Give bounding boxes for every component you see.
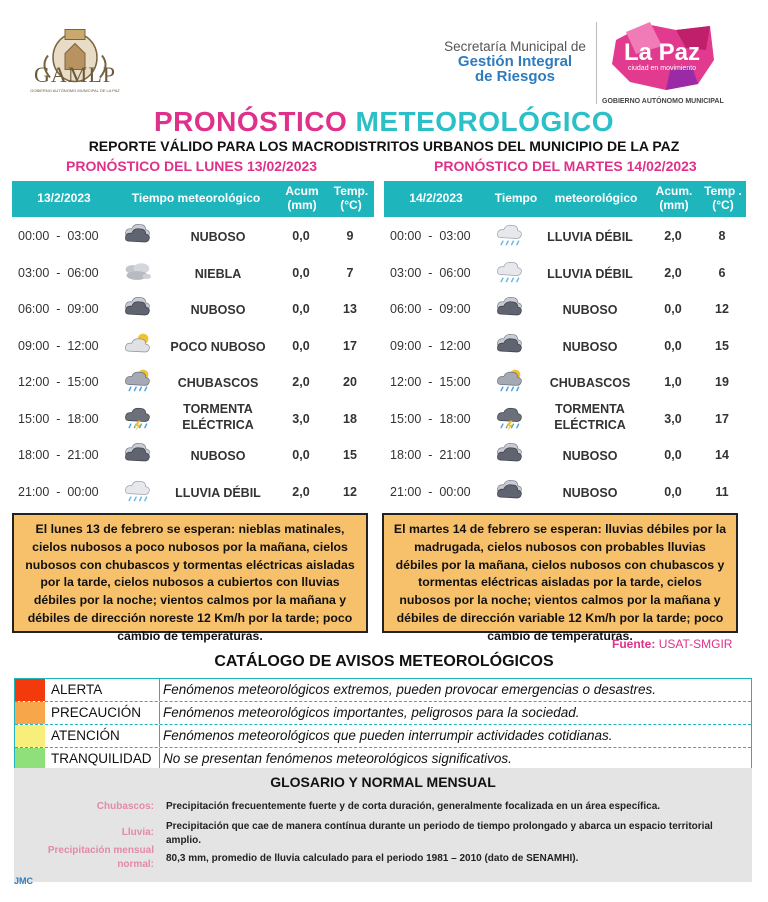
- catalog-title: CATÁLOGO DE AVISOS METEOROLÓGICOS: [214, 653, 554, 670]
- row-time: 18:00 - 21:00: [18, 448, 99, 462]
- table-row: [12, 254, 374, 291]
- light-rain-icon: [120, 477, 154, 505]
- row-time: 18:00 - 21:00: [390, 448, 471, 462]
- header-temp: Temp . (°C): [704, 184, 742, 212]
- table-body: [12, 217, 374, 509]
- svg-text:La Paz: La Paz: [623, 39, 701, 66]
- row-weather-desc: NIEBLA: [194, 266, 242, 281]
- row-temp: 9: [346, 229, 354, 243]
- lapaz-gov-label: GOBIERNO AUTÓNOMO MUNICIPAL: [602, 98, 724, 105]
- light-rain-icon: [492, 221, 526, 249]
- table-row: [12, 363, 374, 400]
- row-acum: 2,0: [664, 265, 682, 280]
- row-weather-desc: LLUVIA DÉBIL: [547, 266, 633, 281]
- row-weather-desc: NUBOSO: [190, 449, 246, 463]
- header-acum: Acum. (mm): [655, 184, 693, 212]
- row-time: 21:00 - 00:00: [390, 484, 471, 499]
- header-weather: Tiempo meteorológico: [131, 191, 261, 205]
- source-credit: [612, 637, 732, 651]
- showers-icon: [492, 367, 526, 395]
- catalog-divider: [159, 679, 160, 701]
- glossary-def: Precipitación frecuentemente fuerte y de corta duración, generalmente focalizada en un área específica.: [166, 801, 661, 812]
- day-1-title: PRONÓSTICO DEL LUNES 13/02/2023: [66, 158, 318, 174]
- row-temp: 12: [715, 302, 729, 316]
- row-acum: 3,0: [292, 411, 310, 426]
- row-acum: 3,0: [664, 411, 682, 426]
- row-acum: 0,0: [664, 302, 682, 316]
- title-part-2: METEOROLÓGICO: [355, 106, 614, 137]
- smgir-line-1: Secretaría Municipal de: [444, 39, 586, 54]
- row-time: 03:00 - 06:00: [18, 265, 99, 280]
- row-time: 21:00 - 00:00: [18, 484, 99, 499]
- row-weather-desc: NUBOSO: [190, 230, 246, 244]
- showers-icon: [120, 367, 154, 395]
- row-temp: 17: [715, 411, 729, 426]
- catalog-desc: Fenómenos meteorológicos extremos, pueden provocar emergencias o desastres.: [163, 682, 657, 697]
- cloudy-icon: [492, 294, 526, 322]
- row-acum: 2,0: [292, 484, 310, 499]
- row-temp: 15: [715, 338, 729, 353]
- glossary-def: Precipitación que cae de manera contínua durante un periodo de tiempo prolongado y abarca un espacio territorial amplio.: [166, 821, 713, 846]
- fog-icon: [120, 258, 154, 286]
- header-date: 13/2/2023: [37, 191, 91, 205]
- row-weather-desc: CHUBASCOS: [549, 376, 631, 390]
- table-row: [12, 400, 374, 437]
- page-title: [0, 106, 768, 138]
- gamlp-logo-subtext: GOBIERNO AUTÓNOMO MUNICIPAL DE LA PAZ: [30, 88, 120, 93]
- row-temp: 19: [715, 375, 729, 389]
- table-row: [384, 436, 746, 473]
- author-initials: JMC: [14, 876, 34, 886]
- thunderstorm-icon: [492, 404, 526, 432]
- cloudy-icon: [492, 440, 526, 468]
- row-weather-desc: NUBOSO: [562, 303, 618, 317]
- catalog-desc: Fenómenos meteorológicos que pueden interrumpir actividades cotidianas.: [163, 728, 613, 743]
- table-body: [384, 217, 746, 509]
- row-temp: 11: [715, 484, 729, 499]
- cloudy-icon: [120, 294, 154, 322]
- row-weather-desc: TORMENTA ELÉCTRICA: [182, 401, 254, 433]
- row-temp: 14: [715, 448, 729, 462]
- table-row: [384, 327, 746, 364]
- smgir-line-3: de Riesgos: [474, 67, 556, 85]
- row-acum: 0,0: [664, 484, 682, 499]
- catalog-label: PRECAUCIÓN: [51, 705, 142, 720]
- glossary-term: Precipitación mensual normal:: [47, 845, 154, 870]
- catalog-divider: [159, 702, 160, 724]
- table-row: [384, 290, 746, 327]
- day-1-summary: El lunes 13 de febrero se esperan: nieblas matinales, cielos nubosos a poco nubosos por la mañana, cielos nubosos con chubascos y tormentas eléctricas aisladas por la tarde, cielos nubosos a cubiertos con lluvias débiles por la noche; vientos calmos por la mañana y débiles de dirección noreste 12 Km/h por la tarde; poco cambio de temperaturas.: [12, 513, 368, 633]
- row-time: 12:00 - 15:00: [390, 375, 471, 389]
- row-acum: 0,0: [292, 448, 310, 462]
- row-acum: 0,0: [664, 338, 682, 353]
- row-weather-desc: LLUVIA DÉBIL: [175, 485, 261, 500]
- glossary-title: GLOSARIO Y NORMAL MENSUAL: [270, 774, 496, 790]
- table-row: [384, 473, 746, 510]
- row-acum: 0,0: [664, 448, 682, 462]
- forecast-table-day-2: [384, 181, 746, 509]
- table-row: [12, 217, 374, 254]
- row-time: 06:00 - 09:00: [390, 302, 471, 316]
- catalog-label: ALERTA: [51, 682, 103, 697]
- row-acum: 0,0: [292, 265, 310, 280]
- row-time: 00:00 - 03:00: [18, 229, 99, 243]
- row-temp: 13: [343, 302, 357, 316]
- table-row: [12, 290, 374, 327]
- title-part-1: PRONÓSTICO: [153, 106, 348, 137]
- row-time: 06:00 - 09:00: [18, 302, 99, 316]
- cloudy-icon: [120, 440, 154, 468]
- svg-text:ciudad en movimiento: ciudad en movimiento: [627, 65, 697, 72]
- row-temp: 17: [343, 338, 357, 353]
- catalog-row-tranquilidad: [15, 748, 751, 770]
- catalog-desc: No se presentan fenómenos meteorológicos significativos.: [163, 751, 512, 766]
- table-header: [12, 181, 374, 217]
- la-paz-logo: [606, 20, 718, 94]
- glossary-term: Lluvia:: [121, 827, 154, 838]
- cloudy-icon: [492, 331, 526, 359]
- row-temp: 20: [343, 375, 357, 389]
- light-rain-icon: [492, 258, 526, 286]
- forecast-table-day-1: [12, 181, 374, 509]
- table-row: [384, 217, 746, 254]
- header: [0, 0, 768, 112]
- row-weather-desc: NUBOSO: [562, 339, 618, 354]
- table-row: [384, 254, 746, 291]
- row-acum: 2,0: [664, 229, 682, 243]
- catalog-divider: [159, 725, 160, 747]
- row-time: 15:00 - 18:00: [390, 411, 471, 426]
- row-time: 12:00 - 15:00: [18, 375, 99, 389]
- header-date: 14/2/2023: [409, 191, 463, 205]
- alert-swatch: [15, 679, 45, 701]
- day-2-title: PRONÓSTICO DEL MARTES 14/02/2023: [434, 158, 697, 174]
- cloudy-icon: [492, 477, 526, 505]
- glossary-panel: [14, 768, 752, 882]
- catalog-divider: [159, 748, 160, 770]
- row-weather-desc: NUBOSO: [562, 485, 618, 500]
- gamlp-logo-text: GAMLP: [33, 62, 116, 87]
- row-weather-desc: NUBOSO: [190, 303, 246, 317]
- row-weather-desc: TORMENTA ELÉCTRICA: [554, 401, 626, 433]
- table-row: [384, 400, 746, 437]
- header-divider: [596, 22, 597, 104]
- row-time: 09:00 - 12:00: [390, 338, 471, 353]
- row-acum: 0,0: [292, 338, 310, 353]
- catalog-desc: Fenómenos meteorológicos importantes, peligrosos para la sociedad.: [163, 705, 580, 720]
- partly-cloudy-icon: [120, 331, 154, 359]
- row-acum: 1,0: [664, 375, 682, 389]
- row-weather-desc: CHUBASCOS: [177, 376, 259, 390]
- warnings-catalog: [14, 678, 752, 771]
- catalog-label: ATENCIÓN: [51, 728, 120, 743]
- attention-swatch: [15, 725, 45, 747]
- row-time: 00:00 - 03:00: [390, 229, 471, 243]
- row-acum: 0,0: [292, 302, 310, 316]
- catalog-row-atencion: [15, 725, 751, 748]
- row-temp: 18: [343, 411, 357, 426]
- row-weather-desc: NUBOSO: [562, 449, 618, 463]
- row-time: 15:00 - 18:00: [18, 411, 99, 426]
- page-subtitle: REPORTE VÁLIDO PARA LOS MACRODISTRITOS URBANOS DEL MUNICIPIO DE LA PAZ: [88, 138, 680, 154]
- row-weather-desc: LLUVIA DÉBIL: [547, 230, 633, 244]
- row-acum: 0,0: [292, 229, 310, 243]
- table-row: [12, 327, 374, 364]
- row-temp: 15: [343, 448, 357, 462]
- table-row: [12, 473, 374, 510]
- row-temp: 6: [718, 265, 726, 280]
- row-temp: 8: [718, 229, 726, 243]
- catalog-row-precaucion: [15, 702, 751, 725]
- smgir-line-2: Gestión Integral: [457, 52, 573, 70]
- table-row: [12, 436, 374, 473]
- header-weather-1: Tiempo: [494, 191, 538, 205]
- calm-swatch: [15, 748, 45, 770]
- row-temp: 12: [343, 484, 357, 499]
- caution-swatch: [15, 702, 45, 724]
- header-weather-2: meteorológico: [554, 191, 638, 205]
- cloudy-icon: [120, 221, 154, 249]
- table-row: [384, 363, 746, 400]
- table-header: [384, 181, 746, 217]
- glossary-term: Chubascos:: [96, 801, 154, 812]
- row-time: 09:00 - 12:00: [18, 338, 99, 353]
- header-acum: Acum (mm): [285, 184, 319, 212]
- glossary-def: 80,3 mm, promedio de lluvia calculado para el periodo 1981 – 2010 (dato de SENAMHI).: [166, 853, 579, 864]
- header-temp: Temp. (°C): [333, 184, 369, 212]
- source-value: USAT-SMGIR: [658, 637, 733, 651]
- catalog-row-alerta: [15, 679, 751, 702]
- row-time: 03:00 - 06:00: [390, 265, 471, 280]
- row-weather-desc: POCO NUBOSO: [170, 339, 266, 354]
- thunderstorm-icon: [120, 404, 154, 432]
- row-acum: 2,0: [292, 375, 310, 389]
- day-2-summary: El martes 14 de febrero se esperan: lluvias débiles por la madrugada, cielos nubosos con probables lluvias débiles por la mañana, cielos nubosos con chubascos y tormentas eléctricas aisladas por la tarde, cielos nubosos por la noche; vientos calmos por la mañana y débiles de dirección variable 12 Km/h por la tarde; poco cambio de temperaturas.: [382, 513, 738, 633]
- source-label: Fuente:: [612, 637, 656, 651]
- catalog-label: TRANQUILIDAD: [51, 751, 152, 766]
- row-temp: 7: [346, 265, 354, 280]
- smgir-logo: [440, 40, 590, 84]
